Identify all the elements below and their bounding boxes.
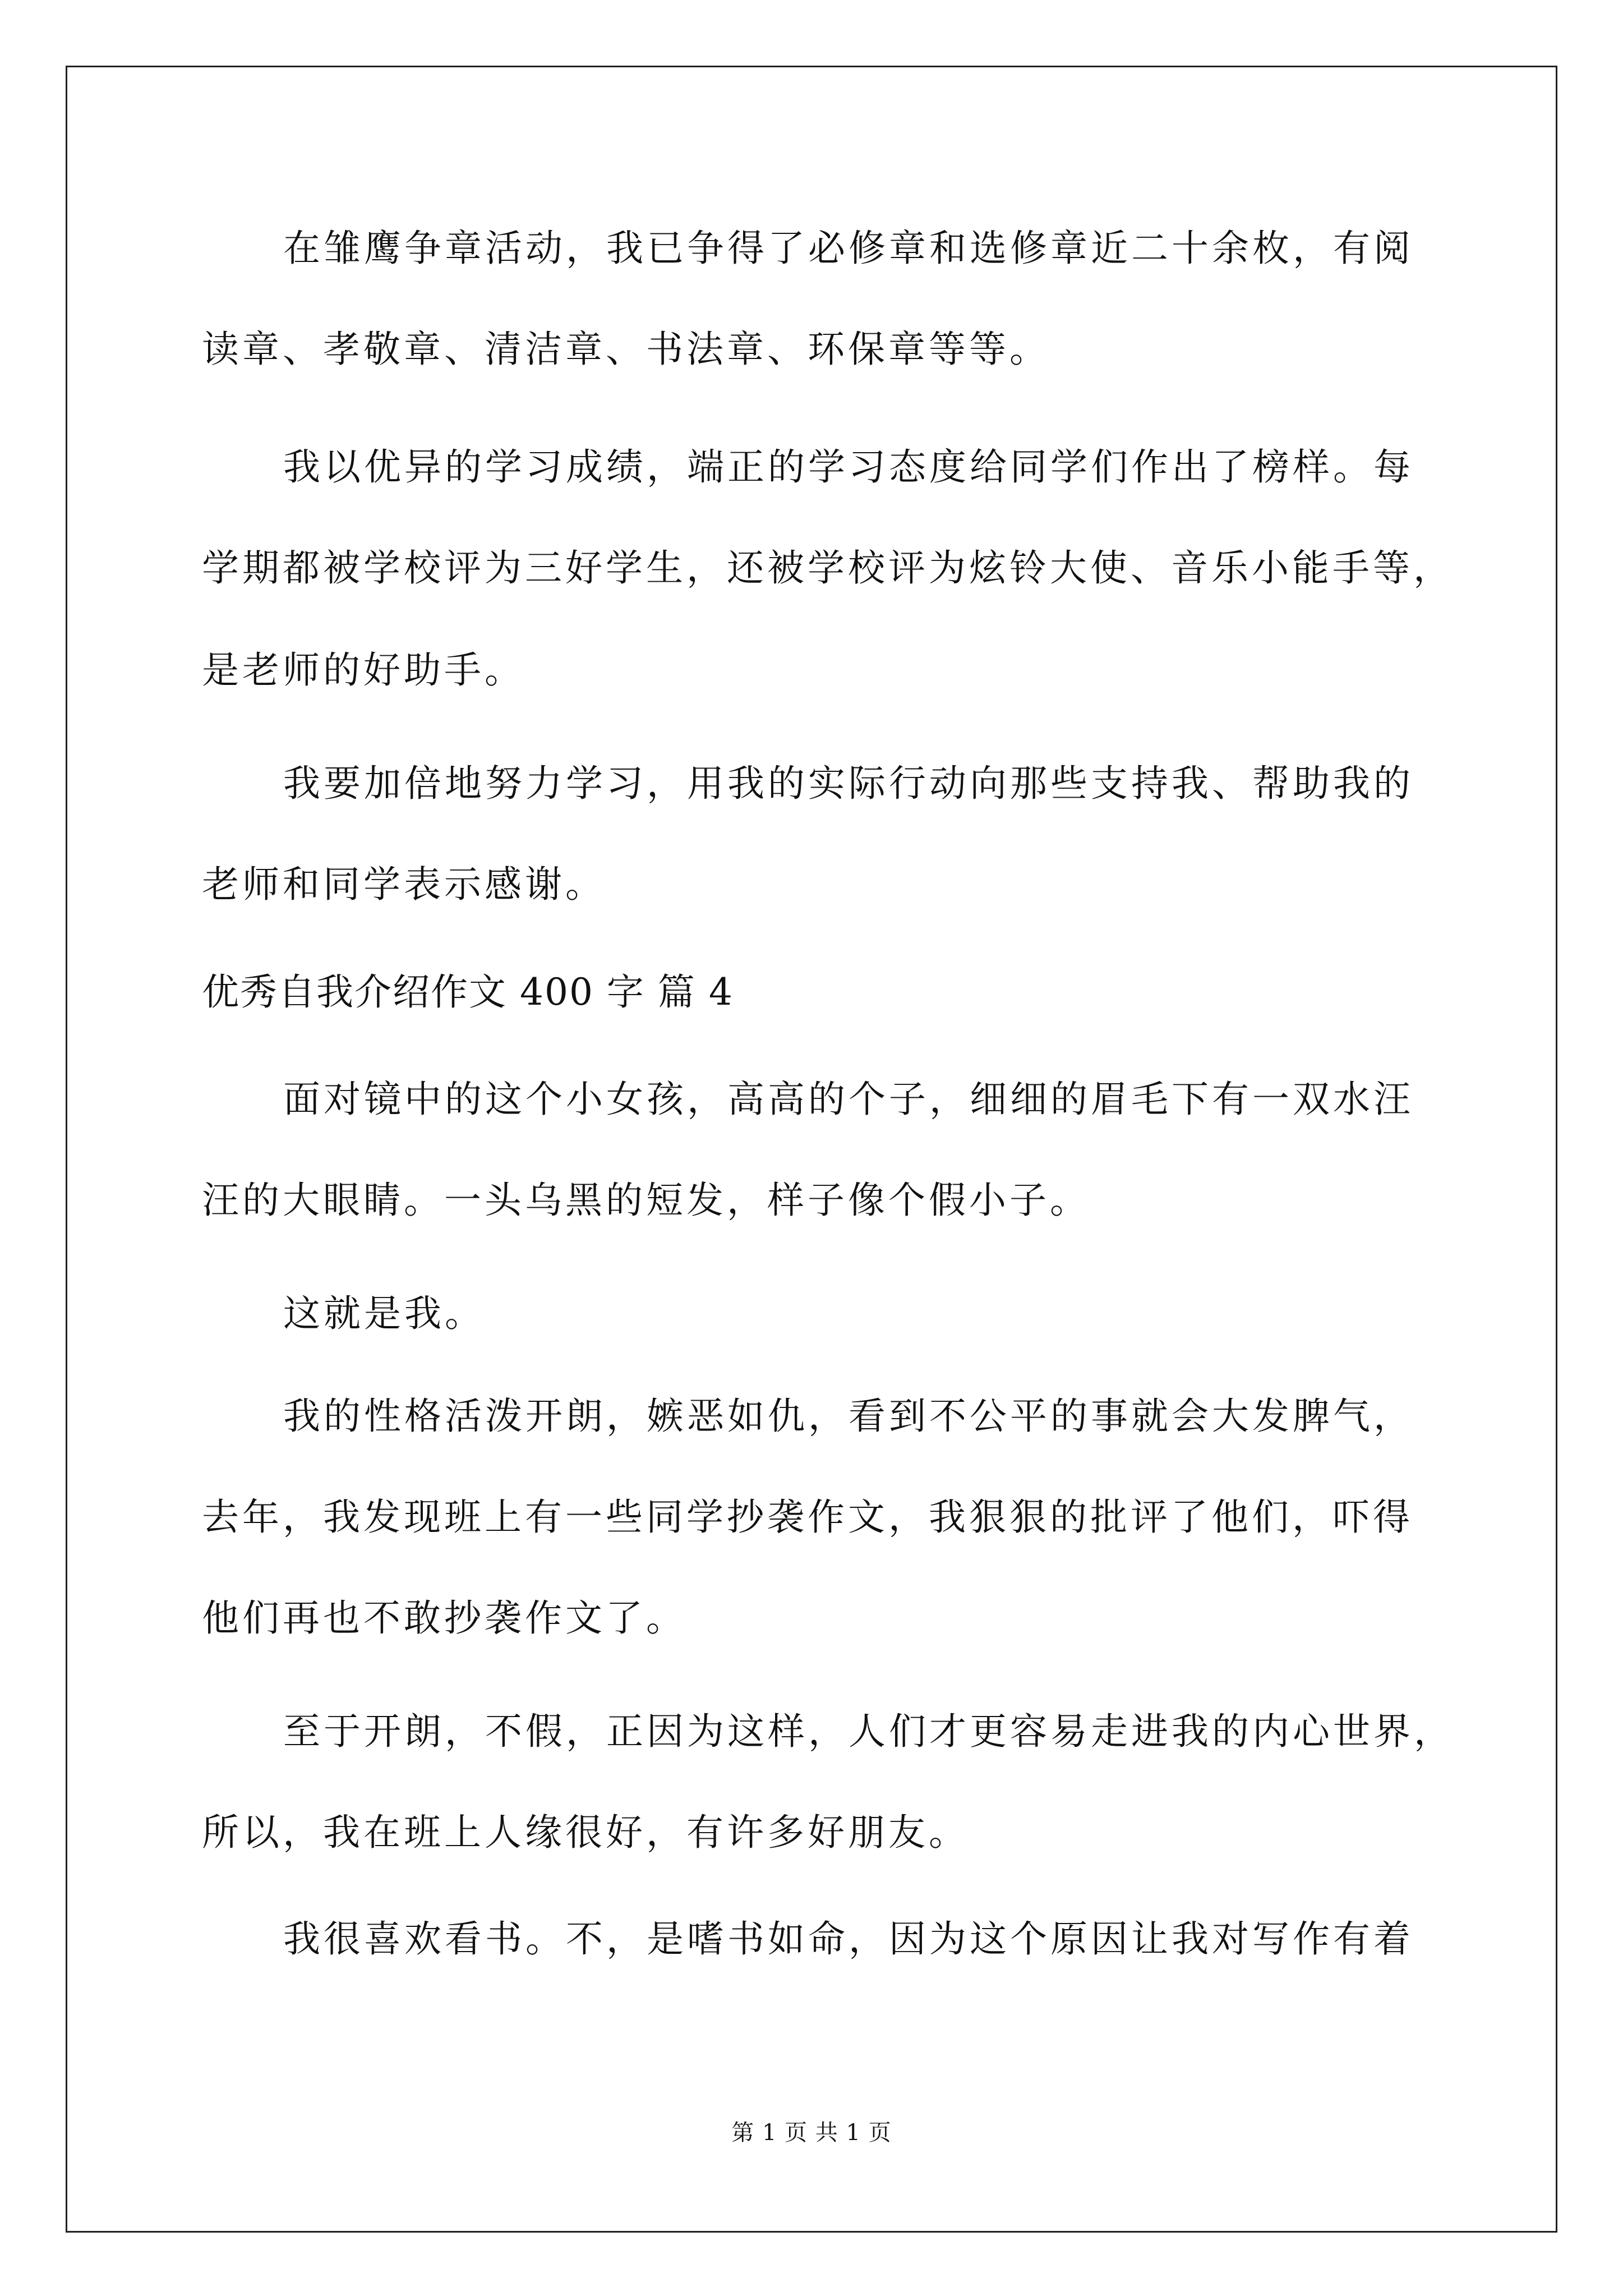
paragraph-line: 至于开朗，不假，正因为这样，人们才更容易走进我的内心世界， bbox=[283, 1710, 1454, 1753]
paragraph-line: 去年，我发现班上有一些同学抄袭作文，我狠狠的批评了他们，吓得 bbox=[202, 1496, 1413, 1539]
section-heading: 优秀自我介绍作文 400 字 篇 4 bbox=[202, 970, 734, 1014]
paragraph-line: 这就是我。 bbox=[283, 1292, 485, 1335]
paragraph-line: 老师和同学表示感谢。 bbox=[202, 863, 606, 906]
paragraph-line: 我以优异的学习成绩，端正的学习态度给同学们作出了榜样。每 bbox=[283, 445, 1414, 489]
paragraph-line: 是老师的好助手。 bbox=[202, 648, 525, 692]
paragraph-line: 我很喜欢看书。不，是嗜书如命，因为这个原因让我对写作有着 bbox=[283, 1917, 1414, 1961]
paragraph-line: 我的性格活泼开朗，嫉恶如仇，看到不公平的事就会大发脾气， bbox=[283, 1395, 1414, 1438]
paragraph-line: 在雏鹰争章活动，我已争得了必修章和选修章近二十余枚，有阅 bbox=[283, 227, 1414, 270]
paragraph-line: 所以，我在班上人缘很好，有许多好朋友。 bbox=[202, 1811, 969, 1854]
paragraph-line: 面对镜中的这个小女孩，高高的个子，细细的眉毛下有一双水汪 bbox=[283, 1078, 1414, 1121]
paragraph-line: 汪的大眼睛。一头乌黑的短发，样子像个假小子。 bbox=[202, 1179, 1090, 1222]
paragraph-line: 他们再也不敢抄袭作文了。 bbox=[202, 1596, 686, 1640]
paragraph-line: 学期都被学校评为三好学生，还被学校评为炫铃大使、音乐小能手等， bbox=[202, 546, 1454, 590]
page-border bbox=[66, 66, 1557, 2233]
paragraph-line: 我要加倍地努力学习，用我的实际行动向那些支持我、帮助我的 bbox=[283, 762, 1414, 805]
paragraph-line: 读章、孝敬章、清洁章、书法章、环保章等等。 bbox=[202, 328, 1050, 371]
page-number-footer: 第 1 页 共 1 页 bbox=[731, 2120, 892, 2146]
